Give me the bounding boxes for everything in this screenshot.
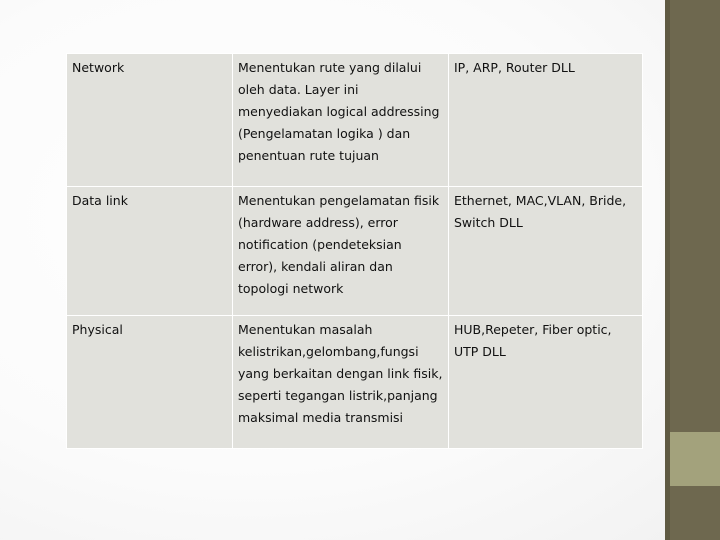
table-row bbox=[67, 187, 643, 316]
layer-name-cell bbox=[67, 54, 233, 187]
layer-function-cell bbox=[233, 187, 449, 316]
layer-function-cell bbox=[233, 54, 449, 187]
layer-function: Menentukan masalah kelistrikan,gelombang,fungsi yang berkaitan dengan link fisik, seperti tegangan listrik,panjang maksimal media transmisi bbox=[238, 322, 443, 425]
osi-layer-table bbox=[66, 53, 643, 449]
layer-function: Menentukan rute yang dilalui oleh data. Layer ini menyediakan logical addressing (Pengelamatan logika ) dan penentuan rute tujuan bbox=[238, 60, 440, 163]
layer-protocols: HUB,Repeter, Fiber optic, UTP DLL bbox=[454, 322, 612, 359]
layer-protocols-cell bbox=[449, 316, 643, 449]
table-row bbox=[67, 54, 643, 187]
layer-name: Network bbox=[72, 60, 125, 75]
layer-function: Menentukan pengelamatan fisik (hardware address), error notification (pendeteksian error), kendali aliran dan topologi network bbox=[238, 193, 440, 296]
layer-name: Data link bbox=[72, 193, 128, 208]
layer-function-cell bbox=[233, 316, 449, 449]
layer-name-cell bbox=[67, 316, 233, 449]
layer-protocols: Ethernet, MAC,VLAN, Bride, Switch DLL bbox=[454, 193, 627, 230]
layer-name: Physical bbox=[72, 322, 123, 337]
layer-protocols-cell bbox=[449, 187, 643, 316]
layer-name-cell bbox=[67, 187, 233, 316]
table-row bbox=[67, 316, 643, 449]
layer-protocols: IP, ARP, Router DLL bbox=[454, 60, 575, 75]
layer-protocols-cell bbox=[449, 54, 643, 187]
decorative-accent-block bbox=[670, 432, 720, 486]
